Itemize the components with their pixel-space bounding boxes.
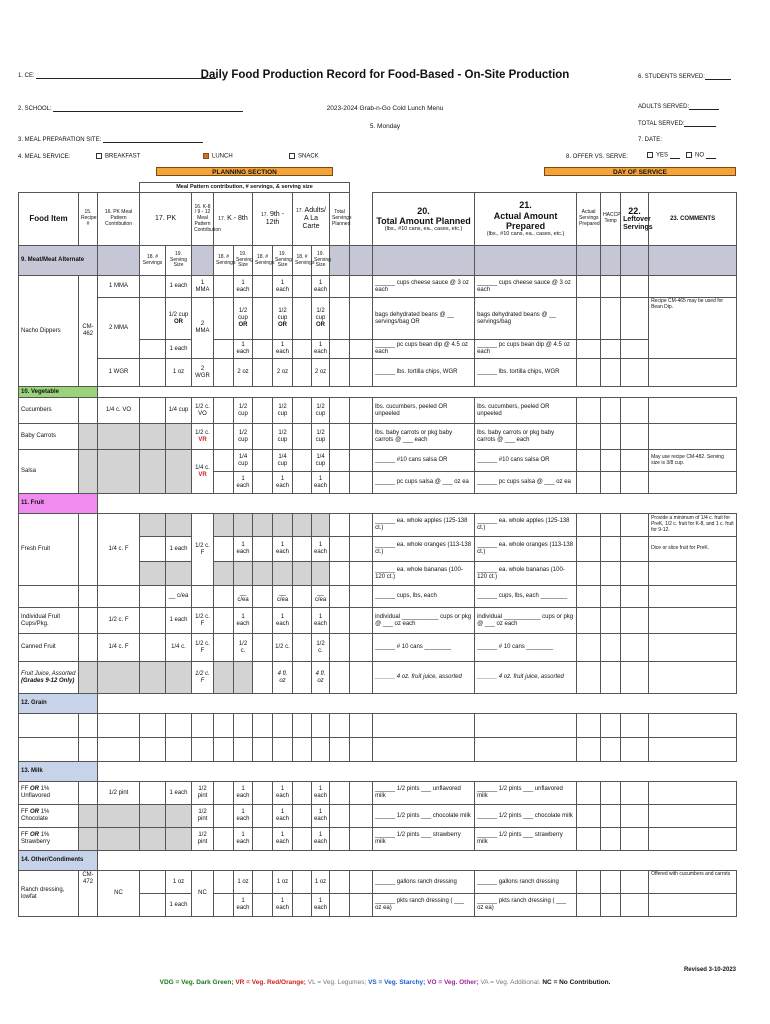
lunch-checkbox[interactable]: LUNCH [203, 153, 233, 160]
ovs-no-checkbox[interactable]: NO [686, 152, 716, 159]
veg-cuc-plan[interactable]: lbs. cucumbers, peeled OR unpeeled [373, 398, 475, 424]
cell: 1 each [234, 608, 253, 634]
k8-header: 17. K - 8th [214, 193, 253, 246]
cell: 1/4 cup [166, 398, 192, 424]
cell: 1/4 c. F [98, 514, 140, 586]
haccp-header: HACCP Temp [601, 193, 621, 246]
food-item-header: Food Item [19, 193, 79, 246]
veg-sal-actual-1[interactable]: ______ #10 cans salsa OR [475, 450, 577, 472]
leftover-header: 22. Leftover Servings [621, 193, 649, 246]
milk-choc-plan[interactable]: ______ 1/2 pints ___ chocolate milk [373, 805, 475, 828]
meat-pk-mma: 1 MMA [98, 276, 140, 298]
cell: 1 each [234, 828, 253, 851]
cell: 1/4 c. [166, 634, 192, 662]
meat-plan-2[interactable]: bags dehydrated beans @ __ servings/bag OR [373, 298, 475, 340]
table-row [19, 298, 737, 340]
veg-salsa: Salsa [19, 450, 79, 494]
adult-servings-header: 18. # Servings [293, 246, 312, 276]
cell: 1/2 cup [312, 398, 330, 424]
cell: 1/2 c. [312, 634, 330, 662]
other-plan-2[interactable]: ______ pkts ranch dressing ( ___ oz ea) [373, 894, 475, 917]
g912-size-header: 19. Serving Size [273, 246, 293, 276]
cell: 1 each [312, 276, 330, 298]
fruit-apples-actual[interactable]: ______ ea. whole apples (125-138 ct.) [475, 514, 577, 537]
cell: 1/4 c. VR [192, 450, 214, 494]
cell: __ c/ea [312, 586, 330, 608]
meat-actual-3[interactable]: ______ pc cups bean dip @ 4.5 oz each [475, 340, 577, 359]
other-item: Ranch dressing, lowfat [19, 871, 79, 917]
table-row [19, 805, 737, 828]
meat-plan-3[interactable]: ______ pc cups bean dip @ 4.5 oz each [373, 340, 475, 359]
adults-header: 17. Adults/ A La Carte [293, 193, 330, 246]
veg-car-actual[interactable]: lbs. baby carrots or pkg baby carrots @ ___ each [475, 424, 577, 450]
other-plan-1[interactable]: ______ gallons ranch dressing [373, 871, 475, 894]
cell: 1 oz [166, 871, 192, 894]
milk-straw-plan[interactable]: ______ 1/2 pints ___ strawberry milk [373, 828, 475, 851]
cell: 2 oz [312, 359, 330, 387]
table-row [19, 586, 737, 608]
cell: 1 each [166, 340, 192, 359]
table-row [19, 424, 737, 450]
day-of-service-bar: DAY OF SERVICE [544, 167, 736, 176]
cell: 1 each [273, 805, 293, 828]
fruit-cp-plan[interactable]: individual ___________ cups or pkg @ ___ oz each [373, 608, 475, 634]
cell: 1 each [166, 608, 192, 634]
cell: 1 each [273, 828, 293, 851]
cell: 1 each [312, 828, 330, 851]
fruit-cups-actual[interactable]: ______ cups, lbs, each ________ [475, 586, 577, 608]
adults-served-field[interactable]: ADULTS SERVED: [638, 104, 719, 110]
fruit-can-actual[interactable]: ______ # 10 cans ________ [475, 634, 577, 662]
cell: 1/4 c. F [98, 634, 140, 662]
cell: 1/2 cup [234, 398, 253, 424]
cell: 1/2 cup [273, 424, 293, 450]
section-vegetable: 10. Vegetable [19, 387, 98, 398]
veg-sal-plan-1[interactable]: ______ #10 cans salsa OR [373, 450, 475, 472]
other-actual-1[interactable]: ______ gallons ranch dressing [475, 871, 577, 894]
cell: 1/2 c. [234, 634, 253, 662]
veg-sal-actual-2[interactable]: ______ pc cups salsa @ ___ oz ea [475, 472, 577, 494]
fruit-oranges-plan[interactable]: ______ ea. whole oranges (113-138 ct.) [373, 537, 475, 562]
section-milk: 13. Milk [19, 762, 98, 782]
cell: 1 each [166, 782, 192, 805]
cell: 1/4 cup [273, 450, 293, 472]
breakfast-checkbox[interactable]: BREAKFAST [96, 153, 140, 160]
k8-size-header: 19. Serving Size [234, 246, 253, 276]
cell: 1/2 pint [192, 828, 214, 851]
cell: 1 each [166, 537, 192, 562]
milk-choc-actual[interactable]: ______ 1/2 pints ___ chocolate milk [475, 805, 577, 828]
cell: 1 each [234, 276, 253, 298]
cell: 1/2 cup OR [312, 298, 330, 340]
revised-date: Revised 3-10-2023 [683, 967, 736, 973]
cell: 1 each [234, 782, 253, 805]
pk-header: 17. PK [140, 193, 192, 246]
other-actual-2[interactable]: ______ pkts ranch dressing ( ___ oz ea) [475, 894, 577, 917]
menu-name: 2023-2024 Grab-n-Go Cold Lunch Menu [326, 105, 444, 112]
other-comment: Offered with cucumbers and carrots [649, 871, 737, 894]
milk-unflav-plan[interactable]: ______ 1/2 pints ___ unflavored milk [373, 782, 475, 805]
cell: 1/2 cup OR [166, 298, 192, 340]
actual-header: 21. Actual Amount Prepared (lbs., #10 cans, ea., cases, etc.) [475, 193, 577, 246]
pk-meal-header: 16. PK Meal Pattern Contribution [98, 193, 140, 246]
fruit-bananas-plan[interactable]: ______ ea. whole bananas (100-120 ct.) [373, 562, 475, 586]
veg-comment: May use recipe CM-482. Serving size is 3/8 cup. [649, 450, 737, 472]
cell: 1/2 c. F [98, 608, 140, 634]
cell: 1 each [273, 782, 293, 805]
cell: __ c/ea [273, 586, 293, 608]
cell: 1 each [273, 608, 293, 634]
cell: 1 each [312, 537, 330, 562]
fruit-comment-2: Dice or slice fruit for PreK. [649, 537, 737, 562]
fruit-cp-actual[interactable]: individual ___________ cups or pkg @ ___ oz each [475, 608, 577, 634]
meat-plan-4[interactable]: ______ lbs. tortilla chips, WGR [373, 359, 475, 387]
meat-pk-mma2: 2 MMA [98, 298, 140, 359]
cell: 1 each [312, 472, 330, 494]
cell: 1 each [273, 340, 293, 359]
cell: 1 oz [273, 871, 293, 894]
cell: 1/2 pint [192, 805, 214, 828]
cell: 1/2 pint [192, 782, 214, 805]
meat-comment: Recipe CM-465 may be used for Bean Dip. [649, 298, 737, 359]
cell: 1/2 c. VR [192, 424, 214, 450]
cell: 1 oz [312, 871, 330, 894]
table-row [19, 398, 737, 424]
section-fruit: 11. Fruit [19, 494, 98, 514]
cell: 1 each [234, 894, 253, 917]
cell: 2 oz [234, 359, 253, 387]
total-servings-header: Total Servings Planned [330, 193, 350, 246]
ovs-label: 8. OFFER VS. SERVE: [566, 154, 628, 160]
table-row [19, 634, 737, 662]
meat-k12-wgr: 2 WGR [192, 359, 214, 387]
cell: __ c/ea [234, 586, 253, 608]
other-recipe: CM-472 [79, 871, 98, 917]
meat-actual-2[interactable]: bags dehydrated beans @ __ servings/bag [475, 298, 577, 340]
recipe-header: 15. Recipe # [79, 193, 98, 246]
cell: 1/2 pint [98, 782, 140, 805]
cell: 1 each [166, 276, 192, 298]
g912-header: 17. 9th - 12th [253, 193, 293, 246]
cell: 1 each [273, 276, 293, 298]
cell: 1 each [234, 805, 253, 828]
table-row [19, 662, 737, 694]
cell: 4 fl. oz [273, 662, 293, 694]
ovs-yes-checkbox[interactable]: YES [647, 152, 680, 159]
production-table [18, 182, 737, 917]
table-row [19, 514, 737, 537]
veg-car-plan[interactable]: lbs. baby carrots or pkg baby carrots @ ___ each [373, 424, 475, 450]
cell: 1/2 c. F [192, 514, 214, 586]
cell: 1/2 cup OR [234, 298, 253, 340]
cell: 1/2 c. VO [192, 398, 214, 424]
veg-legend: VDG = Veg. Dark Green; VR = Veg. Red/Orange; VL = Veg. Legumes; VS = Veg. Starchy; VO = Veg. Other; VA = Veg. Additional. NC = No Contribution. [159, 979, 611, 986]
cell: 1 each [273, 537, 293, 562]
total-served-field[interactable]: TOTAL SERVED: [638, 121, 716, 127]
cell: 1/2 c. F [192, 662, 214, 694]
fruit-juice-plan[interactable]: ______ 4 oz. fruit juice, assorted [373, 662, 475, 694]
school-field[interactable]: 2. SCHOOL: [18, 106, 243, 112]
fruit-juice: Fruit Juice, Assorted (Grades 9-12 Only) [19, 662, 79, 694]
cell: 1 each [234, 340, 253, 359]
total-planned-header: 20. Total Amount Planned (lbs., #10 cans, ea., cases, etc.) [373, 193, 475, 246]
k12-meal-header: 16. K-8 / 9 - 12 Meal Pattern Contribution [192, 193, 214, 246]
cell: 1/2 cup [312, 424, 330, 450]
cell: 1 oz [234, 871, 253, 894]
cell: 1 each [166, 894, 192, 917]
meat-actual-1[interactable]: ______ cups cheese sauce @ 3 oz each [475, 276, 577, 298]
fruit-bananas-actual[interactable]: ______ ea. whole bananas (100-120 ct.) [475, 562, 577, 586]
veg-carrots: Baby Carrots [19, 424, 79, 450]
menu-day: 5. Monday [369, 123, 401, 130]
cell: 1/2 cup [234, 424, 253, 450]
fruit-cups-plan[interactable]: ______ cups, lbs, each [373, 586, 475, 608]
veg-cuc-actual[interactable]: lbs. cucumbers, peeled OR unpeeled [475, 398, 577, 424]
fruit-apples-plan[interactable]: ______ ea. whole apples (125-138 ct.) [373, 514, 475, 537]
cell: 2 oz [273, 359, 293, 387]
table-row [19, 738, 737, 762]
milk-chocolate: FF OR 1% Chocolate [19, 805, 79, 828]
cell: 1 each [273, 472, 293, 494]
cell: 1 each [312, 894, 330, 917]
section-other: 14. Other/Condiments [19, 851, 98, 871]
cell: NC [192, 871, 214, 917]
milk-straw-actual[interactable]: ______ 1/2 pints ___ strawberry milk [475, 828, 577, 851]
meal-pattern-header: Meal Pattern contribution, # servings, & serving size [140, 183, 350, 193]
milk-strawberry: FF OR 1% Strawberry [19, 828, 79, 851]
veg-sal-plan-2[interactable]: ______ pc cups salsa @ ___ oz ea [373, 472, 475, 494]
cell: 1/2 cup OR [273, 298, 293, 340]
fruit-fresh: Fresh Fruit [19, 514, 79, 586]
cell: 4 fl. oz [312, 662, 330, 694]
students-served-field[interactable]: 6. STUDENTS SERVED: [638, 74, 731, 80]
cell: 1 each [312, 805, 330, 828]
table-row [19, 608, 737, 634]
meat-pk-wgr: 1 WGR [98, 359, 140, 387]
cell: 1 each [273, 894, 293, 917]
meat-k12-mma: 1 MMA [192, 276, 214, 298]
cell: 1 each [312, 608, 330, 634]
meat-recipe: CM-462 [79, 276, 98, 387]
ce-field[interactable]: 1. CE: [18, 73, 216, 79]
cell: NC [98, 871, 140, 917]
cell: 1 oz [166, 359, 192, 387]
cell: 1 each [312, 782, 330, 805]
fruit-cups-pkg: Individual Fruit Cups/Pkg. [19, 608, 79, 634]
cell: 1 each [234, 472, 253, 494]
milk-unflavored: FF OR 1% Unflavored [19, 782, 79, 805]
table-row [19, 450, 737, 472]
meat-k12-mma2: 2 MMA [192, 298, 214, 359]
meal-service-label: 4. MEAL SERVICE: [18, 154, 71, 160]
table-row [19, 359, 737, 387]
page-title: Daily Food Production Record for Food-Based - On-Site Production [200, 69, 570, 81]
actual-servings-header: Actual Servings Prepared [577, 193, 601, 246]
fruit-oranges-actual[interactable]: ______ ea. whole oranges (113-138 ct.) [475, 537, 577, 562]
cell: 1/2 c. F [192, 634, 214, 662]
cell: 1/4 cup [234, 450, 253, 472]
cell: 1/2 c. [273, 634, 293, 662]
section-grain: 12. Grain [19, 694, 98, 714]
fruit-comment-1: Provide a minimum of 1/4 c. fruit for PreK, 1/2 c. fruit for K-8, and 1 c. fruit for 9-12. [649, 514, 737, 537]
milk-unflav-actual[interactable]: ______ 1/2 pints ___ unflavored milk [475, 782, 577, 805]
cell: 1/4 c. VO [98, 398, 140, 424]
table-row [19, 782, 737, 805]
section-meat: 9. Meat/Meat Alternate [19, 246, 98, 276]
fruit-canned: Canned Fruit [19, 634, 79, 662]
cell: 1/2 c. F [192, 608, 214, 634]
comments-header: 23. COMMENTS [649, 193, 737, 246]
snack-checkbox[interactable]: SNACK [289, 153, 319, 160]
pk-servings-header: 18. # Servings [140, 246, 166, 276]
table-row [19, 828, 737, 851]
date-field[interactable]: 7. DATE: [638, 137, 662, 143]
planning-section-bar: PLANNING SECTION [156, 167, 333, 176]
cell: 1/2 cup [273, 398, 293, 424]
site-field[interactable]: 3. MEAL PREPARATION SITE: [18, 137, 203, 143]
table-row [19, 276, 737, 298]
meat-item: Nacho Dippers [19, 276, 79, 387]
k8-servings-header: 18. # Servings [214, 246, 234, 276]
veg-cucumbers: Cucumbers [19, 398, 79, 424]
pk-size-header: 19. Serving Size [166, 246, 192, 276]
cell: __ c/ea [166, 586, 192, 608]
cell: 1 each [312, 340, 330, 359]
cell: 1 each [234, 537, 253, 562]
meat-actual-4[interactable]: ______ lbs. tortilla chips, WGR [475, 359, 577, 387]
table-row [19, 871, 737, 894]
cell: 1/4 cup [312, 450, 330, 472]
adult-size-header: 19. Serving Size [312, 246, 330, 276]
table-row [19, 714, 737, 738]
g912-servings-header: 18. # Servings [253, 246, 273, 276]
fruit-can-plan[interactable]: ______ # 10 cans ________ [373, 634, 475, 662]
meat-plan-1[interactable]: ______ cups cheese sauce @ 3 oz each [373, 276, 475, 298]
fruit-juice-actual[interactable]: ______ 4 oz. fruit juice, assorted [475, 662, 577, 694]
